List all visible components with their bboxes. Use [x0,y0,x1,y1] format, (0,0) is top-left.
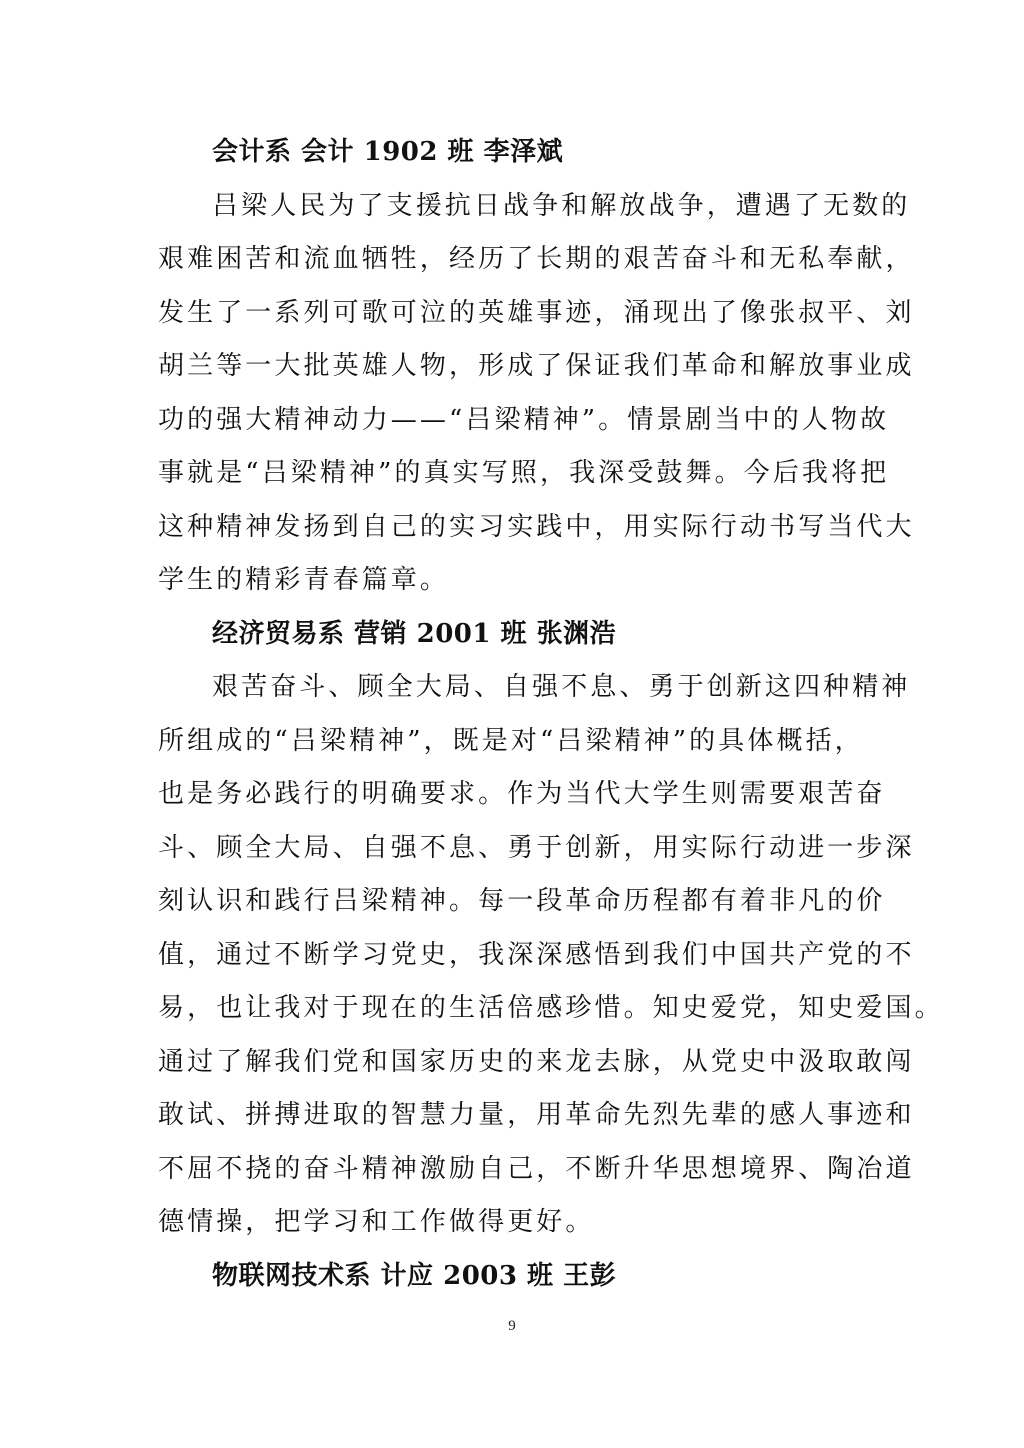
page-number: 9 [508,1318,516,1334]
section-heading: 经济贸易系 营销 2001 班 张渊浩 [212,618,617,649]
page-content [158,126,944,1303]
paragraph-line: 艰苦奋斗、顾全大局、自强不息、勇于创新这四种精神 [212,672,911,702]
paragraph-line: 艰难困苦和流血牺牲，经历了长期的艰苦奋斗和无私奉献， [158,244,915,274]
paragraph-line: 斗、顾全大局、自强不息、勇于创新，用实际行动进一步深 [158,832,915,863]
section-heading: 会计系 会计 1902 班 李泽斌 [212,137,564,167]
paragraph-line: 敢试、拼搏进取的智慧力量，用革命先烈先辈的感人事迹和 [158,1100,915,1130]
paragraph-line: 也是务必践行的明确要求。作为当代大学生则需要艰苦奋 [158,779,886,809]
paragraph-line: 这种精神发扬到自己的实习实践中，用实际行动书写当代大 [158,511,915,542]
paragraph-line: 易，也让我对于现在的生活倍感珍惜。知史爱党，知史爱国。 [158,993,944,1023]
paragraph-line: 德情操，把学习和工作做得更好。 [158,1207,595,1237]
paragraph-line: 吕梁人民为了支援抗日战争和解放战争，遭遇了无数的 [212,190,911,221]
paragraph-line: 发生了一系列可歌可泣的英雄事迹，涌现出了像张叔平、刘 [158,297,915,328]
paragraph-line: 不屈不挠的奋斗精神激励自己，不断升华思想境界、陶冶道 [158,1153,915,1184]
paragraph-line: 值，通过不断学习党史，我深深感悟到我们中国共产党的不 [158,939,915,970]
section-heading: 物联网技术系 计应 2003 班 王彭 [212,1260,617,1291]
paragraph-line: 学生的精彩青春篇章。 [158,565,450,595]
paragraph-line: 事就是“吕梁精神”的真实写照，我深受鼓舞。今后我将把 [158,458,890,488]
paragraph-line: 所组成的“吕梁精神”，既是对“吕梁精神”的具体概括， [158,725,864,756]
paragraph-line: 功的强大精神动力——“吕梁精神”。情景剧当中的人物故 [158,404,890,435]
paragraph-line: 胡兰等一大批英雄人物，形成了保证我们革命和解放事业成 [158,351,915,381]
paragraph-line: 通过了解我们党和国家历史的来龙去脉，从党史中汲取敢闯 [158,1046,915,1077]
paragraph-line: 刻认识和践行吕梁精神。每一段革命历程都有着非凡的价 [158,886,886,916]
